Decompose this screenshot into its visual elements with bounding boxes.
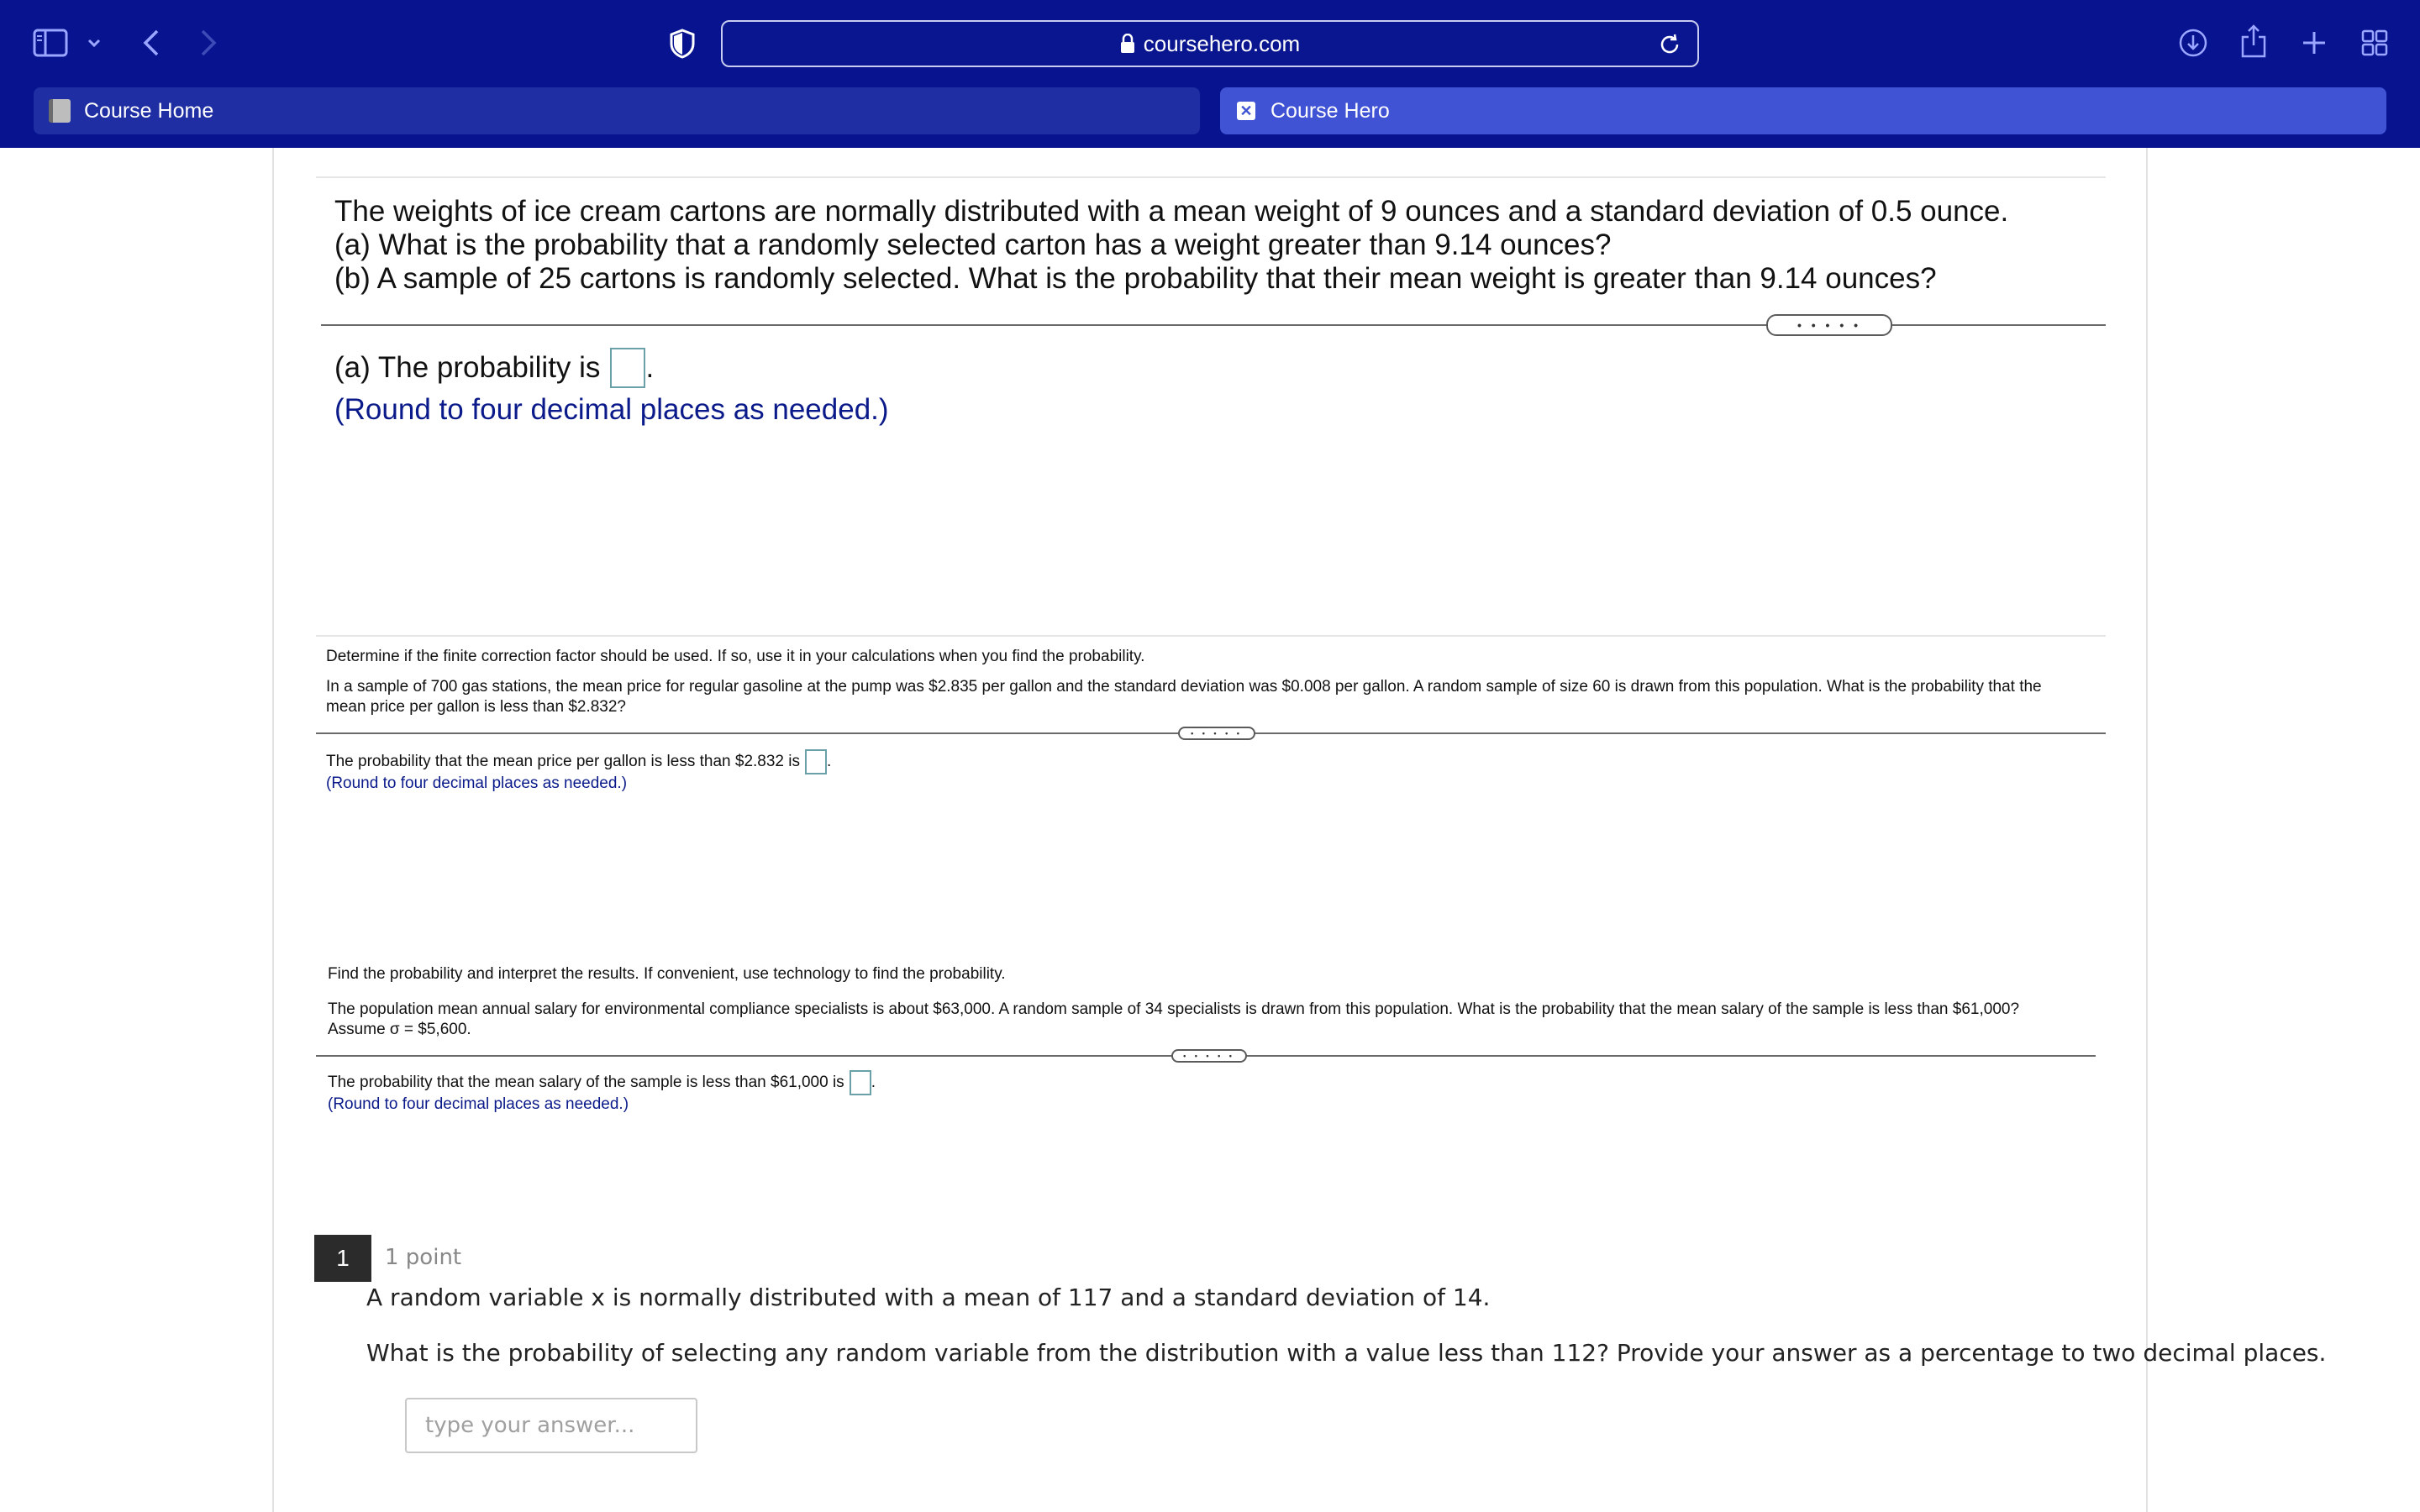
problem4-line: What is the probability of selecting any random variable from the distribution with a value less than 112? Provide your answer as a percentage to two decimal places. (366, 1339, 2327, 1367)
problem2-question-line: mean price per gallon is less than $2.832? (326, 698, 627, 716)
coursehero-icon: ✕ (1237, 102, 1255, 120)
round-note: (Round to four decimal places as needed.) (328, 1095, 629, 1113)
sidebar-toggle-icon[interactable] (32, 28, 69, 58)
problem2-top-divider (316, 635, 2106, 637)
expand-dots-button[interactable]: • • • • • (1766, 314, 1892, 336)
answer-box[interactable] (805, 749, 827, 774)
answer-suffix: . (827, 753, 832, 770)
book-icon (49, 99, 71, 123)
problem2-answer-row (326, 749, 831, 774)
tab-label: Course Hero (1270, 98, 1390, 123)
problem3-question-line: Assume σ = $5,600. (328, 1021, 471, 1038)
problem3-question-line: The population mean annual salary for environmental compliance specialists is about $63,000. A random sample of 34 specialists is drawn from this population. What is the probability that the mean salary of the sample is less than $61,000? (328, 1000, 2020, 1018)
browser-chrome (0, 0, 2420, 148)
page-content (0, 148, 2420, 1512)
address-bar[interactable] (721, 20, 1699, 67)
problem1-line: (b) A sample of 25 cartons is randomly selected. What is the probability that their mean weight is greater than 9.14 ounces? (334, 262, 1937, 295)
back-arrow-icon[interactable] (134, 25, 168, 60)
problem3-answer-row (328, 1070, 876, 1095)
tab-overview-icon[interactable] (2358, 25, 2391, 60)
tab-label: Course Home (84, 98, 214, 123)
problem4-line: A random variable x is normally distributed with a mean of 117 and a standard deviation of 14. (366, 1284, 1491, 1311)
answer-suffix: . (645, 351, 655, 384)
chevron-down-icon[interactable] (84, 30, 104, 55)
problem1-question (334, 195, 2008, 296)
answer-suffix: . (871, 1074, 876, 1091)
lock-icon (1120, 34, 1135, 54)
tab-course-hero[interactable] (1220, 87, 2386, 134)
answer-input[interactable] (405, 1398, 697, 1453)
round-note: (Round to four decimal places as needed.) (326, 774, 628, 792)
expand-dots-button[interactable]: • • • • • (1171, 1049, 1247, 1063)
share-icon[interactable] (2237, 22, 2270, 60)
question-number: 1 (314, 1235, 371, 1282)
url-text: coursehero.com (1143, 30, 1301, 56)
expand-dots-button[interactable]: • • • • • (1178, 727, 1255, 740)
new-tab-plus-icon[interactable] (2297, 25, 2331, 60)
answer-prefix: The probability that the mean salary of the sample is less than $61,000 is (328, 1074, 844, 1091)
points-label: 1 point (385, 1245, 462, 1270)
round-note: (Round to four decimal places as needed.) (334, 393, 889, 426)
download-icon[interactable] (2176, 25, 2210, 60)
privacy-shield-icon[interactable] (664, 25, 701, 62)
answer-box[interactable] (850, 1070, 871, 1095)
answer-prefix: (a) The probability is (334, 351, 601, 384)
problem2-instruction: Determine if the finite correction factor should be used. If so, use it in your calculations when you find the probability. (326, 648, 1145, 665)
top-divider (316, 176, 2106, 178)
answer-box[interactable] (610, 348, 645, 388)
browser-toolbar (0, 0, 2420, 86)
problem2-question-line: In a sample of 700 gas stations, the mean price for regular gasoline at the pump was $2.835 per gallon and the standard deviation was $0.008 per gallon. A random sample of size 60 is drawn from this population. What is the probability that the (326, 678, 2042, 696)
forward-arrow-icon[interactable] (192, 25, 225, 60)
tab-course-home[interactable] (34, 87, 1200, 134)
problem3-instruction: Find the probability and interpret the results. If convenient, use technology to find the probability. (328, 965, 1006, 983)
problem1-line: The weights of ice cream cartons are normally distributed with a mean weight of 9 ounces and a standard deviation of 0.5 ounce. (334, 195, 2009, 228)
problem1-answer-row (334, 348, 654, 388)
reload-icon[interactable] (1657, 32, 1682, 57)
answer-prefix: The probability that the mean price per gallon is less than $2.832 is (326, 753, 800, 770)
problem1-line: (a) What is the probability that a randomly selected carton has a weight greater than 9.14 ounces? (334, 228, 1612, 261)
